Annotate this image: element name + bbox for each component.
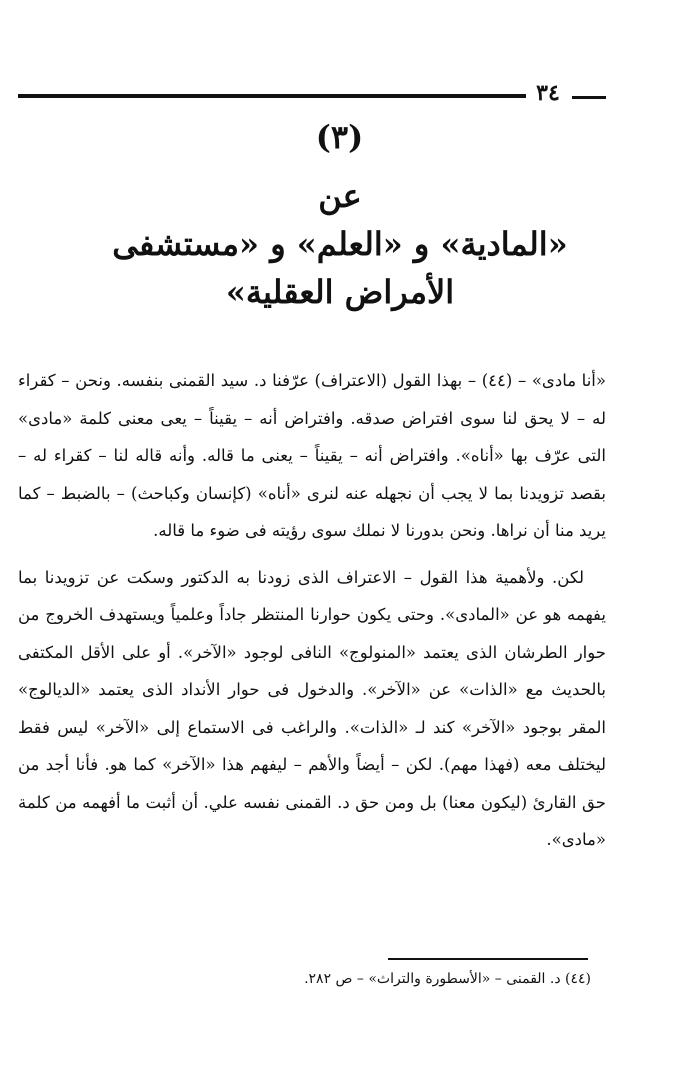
page-number: ٣٤ [536,80,560,106]
header-rule [18,94,526,98]
chapter-number: (٣) [315,118,364,156]
chapter-title-line: الأمراض العقلية» [225,273,455,311]
header-rule-short [572,96,606,99]
paragraph: لكن. ولأهمية هذا القول – الاعتراف الذى زودنا به الدكتور وسكت عن تزويدنا بما يفهمه هو عن «المادى». وحتى يكون حوارنا المنتظر جاداً وعلمياً ويستهدف الخروج من حوار الطرشان الذى يعتمد «المنولوج» النافى لوجود «الآخر». أو على الأقل المكتفى بالحديث مع «الذات» عن «الآخر». والدخول فى حوار الأنداد الذى يعتمد «الديالوج» المقر بوجود «الآخر» كند لـ «الذات». والراغب فى الاستماع إلى «الآخر» ليس فقط ليختلف معه (فهذا مهم). لكن – أيضاً والأهم – ليفهم هذا «الآخر» كما هو. فأنا أجد من حق القارئ (ليكون معنا) بل ومن حق د. القمنى نفسه علي. أن أثبت ما أفهمه من كلمة «مادى». [18,567,606,849]
chapter-title-line: عن [318,177,362,215]
chapter-title-line: «المادية» و «العلم» و «مستشفى [112,225,568,263]
body-text [18,362,606,868]
paragraph: «أنا مادى» – (٤٤) – بهذا القول (الاعتراف) عرّفنا د. سيد القمنى بنفسه. ونحن – كقراء له – لا يحق لنا سوى افتراض صدقه. وافتراض أنه – يقيناً – يعى معنى كلمة «مادى» التى عرّف بها «أناه». وافتراض أنه – يقيناً – يعنى ما قاله. وأنه قاله لنا – كقراء له – بقصد تزويدنا بما لا يجب أن نجهله عنه لنرى «أناه» (كإنسان وكباحث) – بالضبط – كما يريد منا أن نراها. ونحن بدورنا لا نملك سوى رؤيته فى ضوء ما قاله. [18,371,606,540]
footnote-rule [388,958,588,960]
chapter-title [40,172,640,316]
footnote: (٤٤) د. القمنى – «الأسطورة والتراث» – ص ٢٨٢. [304,971,591,987]
